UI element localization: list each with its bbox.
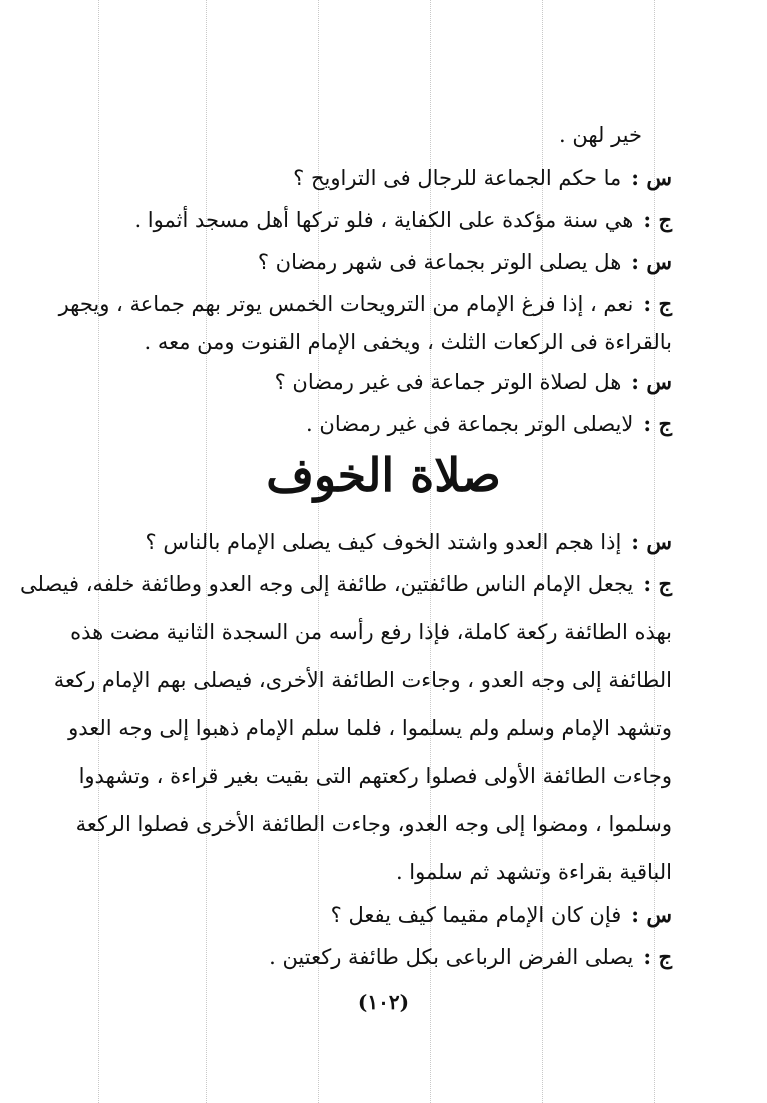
- answer-continuation-line: [90, 852, 672, 892]
- question-1: [90, 158, 672, 198]
- continuation-line: [90, 115, 672, 155]
- question-text: إذا هجم العدو واشتد الخوف كيف يصلى الإمام بالناس ؟: [145, 530, 622, 554]
- question-marker: س :: [631, 902, 672, 927]
- answer-marker: ج :: [643, 571, 672, 596]
- answer-1: [90, 200, 672, 240]
- answer-text: هي سنة مؤكدة على الكفاية ، فلو تركها أهل مسجد أثموا .: [134, 208, 634, 232]
- answer-text: الباقية بقراءة وتشهد ثم سلموا .: [395, 860, 672, 884]
- answer-continuation-line: [68, 708, 672, 748]
- answer-text: بالقراءة فى الركعات الثلث ، ويخفى الإمام القنوت ومن معه .: [144, 330, 672, 354]
- answer-2: [58, 284, 672, 324]
- answer-continuation-line: [70, 612, 672, 652]
- answer-text: لايصلى الوتر بجماعة فى غير رمضان .: [306, 412, 634, 436]
- question-text: هل لصلاة الوتر جماعة فى غير رمضان ؟: [274, 370, 622, 394]
- answer-marker: ج :: [643, 944, 672, 969]
- section2-question-2: [90, 895, 672, 935]
- answer-marker: ج :: [643, 291, 672, 316]
- section2-answer-2: [90, 937, 672, 977]
- question-marker: س :: [631, 369, 672, 394]
- section-heading: صلاة الخوف: [266, 448, 501, 502]
- question-text: ما حكم الجماعة للرجال فى التراويح ؟: [293, 166, 622, 190]
- answer-text: نعم ، إذا فرغ الإمام من الترويحات الخمس يوتر بهم جماعة ، ويجهر: [58, 292, 634, 316]
- page-number: (١٠٢): [357, 990, 410, 1014]
- question-marker: س :: [631, 529, 672, 554]
- question-marker: س :: [631, 165, 672, 190]
- answer-continuation-line: [78, 756, 672, 796]
- answer-marker: ج :: [643, 411, 672, 436]
- question-2: [90, 242, 672, 282]
- question-text: هل يصلى الوتر بجماعة فى شهر رمضان ؟: [257, 250, 622, 274]
- section2-answer-1: [20, 564, 672, 604]
- answer-continuation-line: [53, 660, 672, 700]
- question-text: فإن كان الإمام مقيما كيف يفعل ؟: [330, 903, 622, 927]
- answer-2-continuation: [90, 322, 672, 362]
- answer-marker: ج :: [643, 207, 672, 232]
- answer-text: يجعل الإمام الناس طائفتين، طائفة إلى وجه العدو وطائفة خلفه، فيصلى: [20, 572, 634, 596]
- answer-text: يصلى الفرض الرباعى بكل طائفة ركعتين .: [269, 945, 634, 969]
- line-text: خير لهن .: [559, 123, 642, 147]
- answer-3: [90, 404, 672, 444]
- question-3: [90, 362, 672, 402]
- section2-question-1: [90, 522, 672, 562]
- answer-text: وسلموا ، ومضوا إلى وجه العدو، وجاءت الطائفة الأخرى فصلوا الركعة: [75, 812, 672, 836]
- answer-text: وجاءت الطائفة الأولى فصلوا ركعتهم التى بقيت بغير قراءة ، وتشهدوا: [78, 764, 672, 788]
- answer-text: وتشهد الإمام وسلم ولم يسلموا ، فلما سلم الإمام ذهبوا إلى وجه العدو: [68, 716, 672, 740]
- question-marker: س :: [631, 249, 672, 274]
- answer-text: بهذه الطائفة ركعة كاملة، فإذا رفع رأسه من السجدة الثانية مضت هذه: [70, 620, 672, 644]
- answer-text: الطائفة إلى وجه العدو ، وجاءت الطائفة الأخرى، فيصلى بهم الإمام ركعة: [53, 668, 672, 692]
- answer-continuation-line: [75, 804, 672, 844]
